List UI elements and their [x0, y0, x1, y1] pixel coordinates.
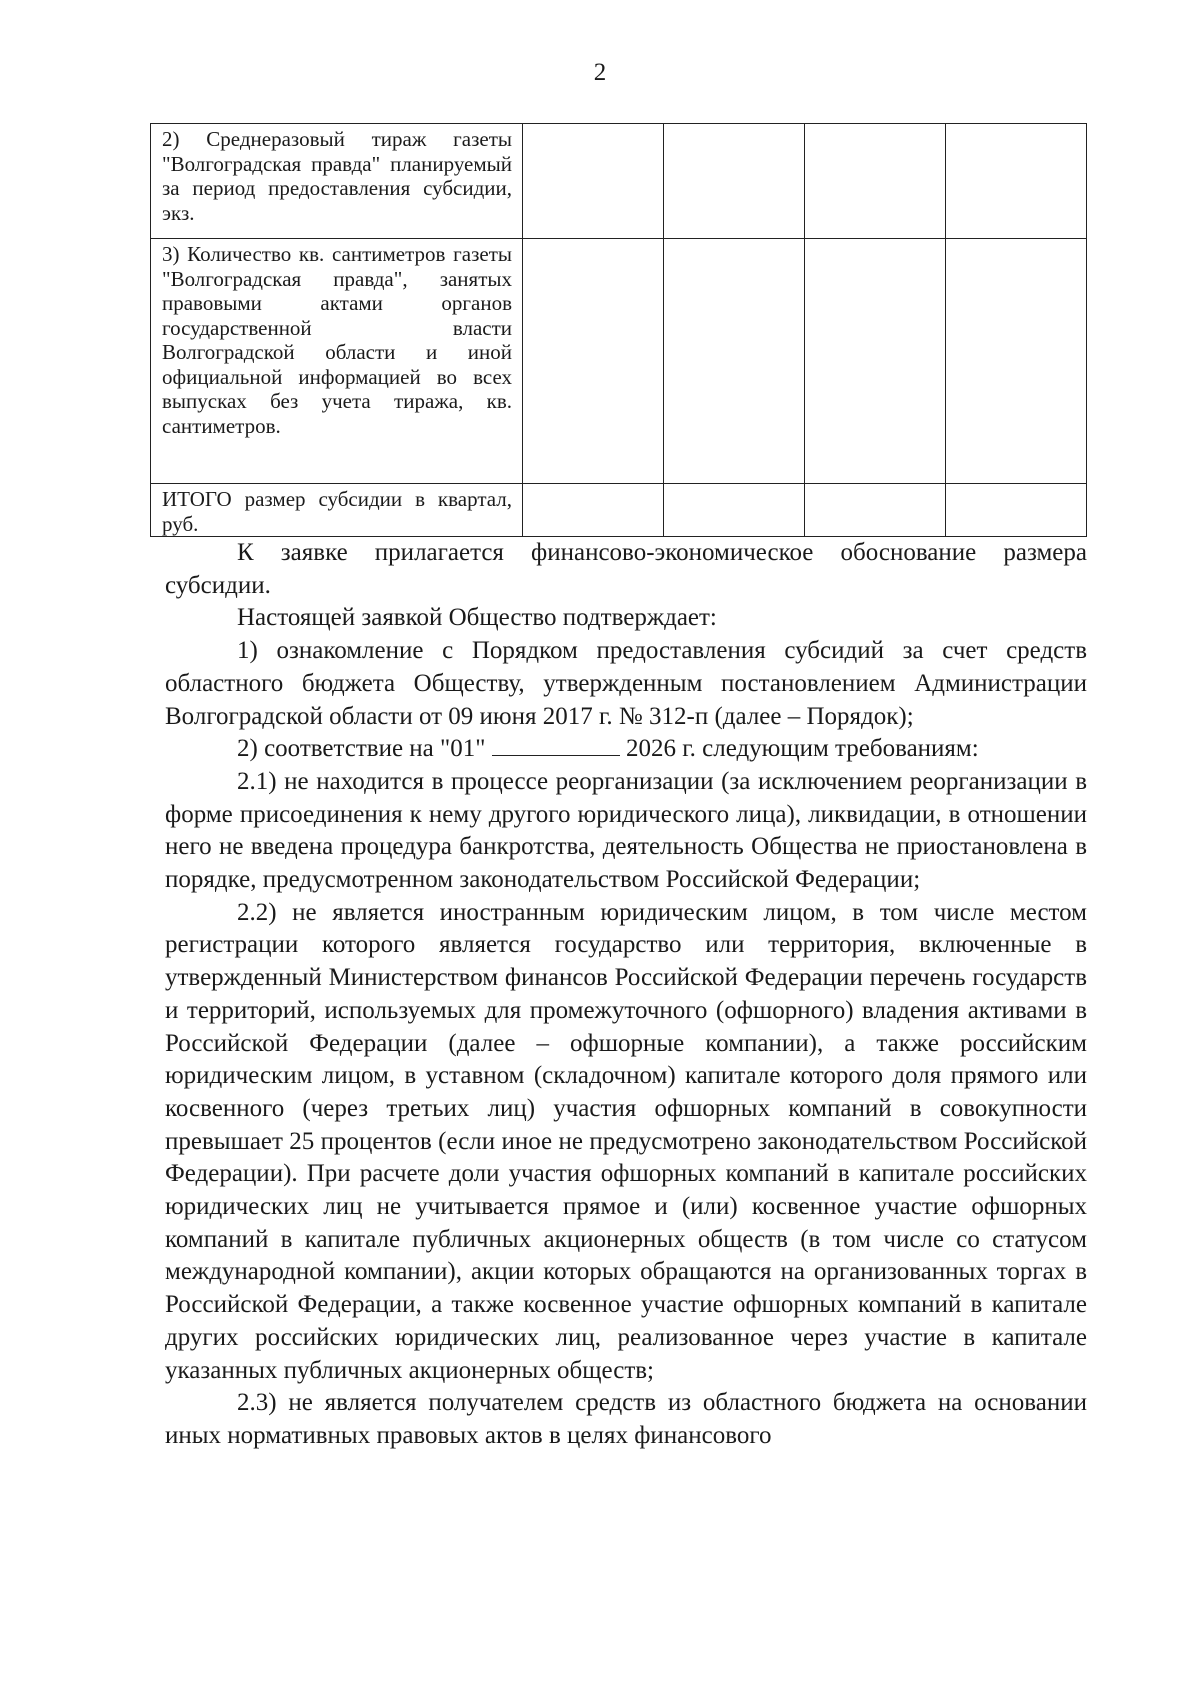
- table-row-label: 3) Количество кв. сантиметров газеты "Волгоградская правда", занятых правовыми актами органов государственной власти Волгоградской области и иной официальной информацией во всех выпусках без учета тиража, кв. сантиметров.: [151, 239, 523, 484]
- paragraph-item-2-1: 2.1) не находится в процессе реорганизации (за исключением реорганизации в форме присоединения к нему другого юридического лица), ликвидации, в отношении него не введена процедура банкротства, деятельность Общества не приостановлена в порядке, предусмотренном законодательством Российской Федерации;: [165, 767, 1087, 894]
- table-cell: [664, 239, 805, 484]
- table-cell: [946, 239, 1087, 484]
- table-cell: [523, 124, 664, 239]
- table-row-label: ИТОГО размер субсидии в квартал, руб.: [151, 484, 523, 537]
- paragraph-item-2-2: 2.2) не является иностранным юридическим лицом, в том числе местом регистрации которого является государство или территория, включенные в утвержденный Министерством финансов Российской Федерации перечень государств и территорий, используемых для промежуточного (офшорного) владения активами в Российской Федерации (далее – офшорные компании), а также российским юридическим лицом, в уставном (складочном) капитале которого доля прямого или косвенного (через третьих лиц) участия офшорных компаний в совокупности превышает 25 процентов (если иное не предусмотрено законодательством Российской Федерации). При расчете доли участия офшорных компаний в капитале российских юридических лиц не учитывается прямое и (или) косвенное участие офшорных компаний в капитале публичных акционерных обществ (в том числе со статусом международной компании), акции которых обращаются на организованных торгах в Российской Федерации, а также косвенное участие офшорных компаний в капитале других российских юридических лиц, реализованное через участие в капитале указанных публичных акционерных обществ;: [165, 898, 1087, 1384]
- table-row-label: 2) Среднеразовый тираж газеты "Волгоградская правда" планируемый за период предоставления субсидии, экз.: [151, 124, 523, 239]
- document-body: [165, 537, 1087, 1453]
- paragraph-item-2-3: 2.3) не является получателем средств из областного бюджета на основании иных нормативных правовых актов в целях финансового: [165, 1389, 1087, 1449]
- table-cell: [664, 484, 805, 537]
- table-cell: [946, 124, 1087, 239]
- item-2-text-end: 2026 г. следующим требованиям:: [619, 735, 979, 763]
- table-row: [151, 124, 1087, 239]
- table-cell: [805, 124, 946, 239]
- page-number: 2: [593, 59, 607, 86]
- paragraph-confirmation-intro: Настоящей заявкой Общество подтверждает:: [237, 604, 717, 632]
- table-cell: [805, 239, 946, 484]
- table-cell: [523, 239, 664, 484]
- table-cell: [946, 484, 1087, 537]
- subsidy-table: [150, 123, 1087, 537]
- item-2-text-start: 2) соответствие на "01": [237, 735, 492, 763]
- table-row: [151, 239, 1087, 484]
- paragraph-attachment: К заявке прилагается финансово-экономическое обоснование размера субсидии.: [165, 539, 1087, 599]
- date-blank-field: [492, 735, 620, 756]
- table-row: [151, 484, 1087, 537]
- table-cell: [664, 124, 805, 239]
- paragraph-item-2: [165, 733, 1087, 766]
- table-cell: [523, 484, 664, 537]
- paragraph-item-1: 1) ознакомление с Порядком предоставления субсидий за счет средств областного бюджета Обществу, утвержденным постановлением Администрации Волгоградской области от 09 июня 2017 г. № 312-п (далее – Порядок);: [165, 637, 1087, 730]
- table-cell: [805, 484, 946, 537]
